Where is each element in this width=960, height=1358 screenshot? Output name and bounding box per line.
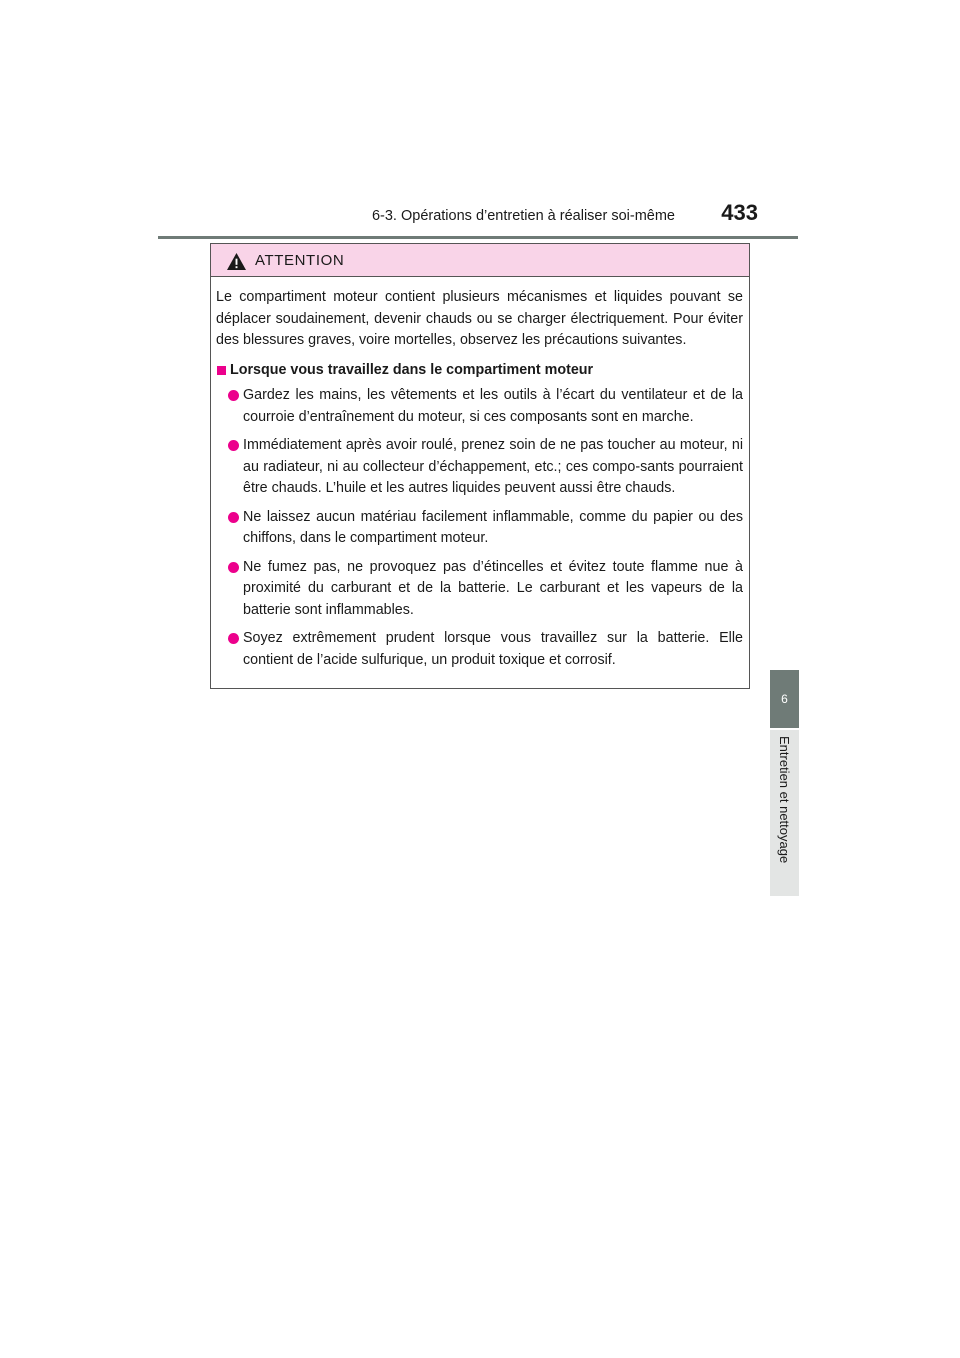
warning-item-text: Immédiatement après avoir roulé, prenez soin de ne pas toucher au moteur, ni au radiateur, ni au collecteur d’échappement, etc.; ces compo-sants pourraient être chauds. L’huile et les autres liquides peuvent aussi être chauds. (243, 437, 743, 496)
warning-item-text: Ne laissez aucun matériau facilement inflammable, comme du papier ou des chiffons, dans le compartiment moteur. (243, 508, 743, 546)
warning-item-text: Gardez les mains, les vêtements et les outils à l’écart du ventilateur et de la courroie d’entraînement du moteur, si ces composants sont en marche. (243, 387, 743, 425)
warning-item (216, 557, 743, 622)
warning-subheading-text: Lorsque vous travaillez dans le compartiment moteur (230, 361, 594, 378)
round-bullet-icon (228, 512, 239, 523)
warning-triangle-icon (226, 252, 247, 271)
warning-item-text: Soyez extrêmement prudent lorsque vous travaillez sur la batterie. Elle contient de l’acide sulfurique, un produit toxique et corrosif. (243, 630, 743, 668)
warning-item (216, 435, 743, 500)
page-number: 433 (721, 200, 758, 225)
round-bullet-icon (228, 633, 239, 644)
warning-item (216, 628, 743, 671)
warning-body (211, 277, 749, 671)
square-bullet-icon (217, 366, 226, 375)
chapter-label: Entretien et nettoyage (777, 736, 792, 864)
round-bullet-icon (228, 390, 239, 401)
warning-subheading (216, 360, 743, 382)
round-bullet-icon (228, 440, 239, 451)
section-title: 6-3. Opérations d’entretien à réaliser soi-même (371, 208, 675, 224)
warning-title: ATTENTION (255, 252, 345, 269)
warning-item-text: Ne fumez pas, ne provoquez pas d’étincelles et évitez toute flamme nue à proximité du carburant et de la batterie. Le carburant et les vapeurs de la batterie sont inflammables. (243, 558, 743, 618)
chapter-label-box (770, 730, 799, 896)
warning-item (216, 507, 743, 550)
warning-header (211, 244, 749, 277)
warning-box (210, 243, 750, 689)
round-bullet-icon (228, 562, 239, 573)
warning-item (216, 385, 743, 428)
chapter-side-tab (770, 670, 799, 896)
warning-intro: Le compartiment moteur contient plusieurs mécanismes et liquides pouvant se déplacer soudainement, devenir chauds ou se charger électriquement. Pour éviter des blessures graves, voire mortelles, observez les précautions suivantes. (216, 289, 743, 348)
chapter-number: 6 (770, 670, 799, 728)
page-header (158, 196, 798, 239)
